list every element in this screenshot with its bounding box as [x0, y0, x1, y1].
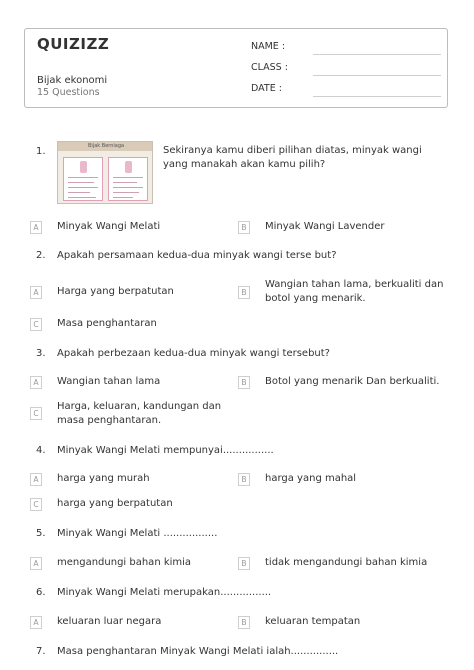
question-text: Apakah perbezaan kedua-dua minyak wangi tersebut? — [57, 348, 330, 359]
image-line — [68, 197, 96, 198]
name-label: NAME : — [251, 41, 286, 52]
date-line — [313, 96, 441, 97]
option-text[interactable]: Botol yang menarik Dan berkualiti. — [265, 376, 440, 387]
image-line — [68, 177, 98, 178]
option-text[interactable]: Wangian tahan lama — [57, 376, 161, 387]
option-text[interactable]: Minyak Wangi Lavender — [265, 221, 385, 232]
question-number: 3. — [36, 348, 46, 359]
image-title-strip — [58, 142, 152, 151]
option-letter-box[interactable]: C — [30, 318, 42, 331]
question-number: 5. — [36, 528, 46, 539]
image-line — [68, 192, 90, 193]
quizizz-logo: QUIZIZZ — [37, 35, 110, 53]
image-line — [68, 182, 94, 183]
image-line — [113, 197, 133, 198]
class-line — [313, 75, 441, 76]
image-line — [113, 177, 143, 178]
option-letter-box[interactable]: B — [238, 376, 250, 389]
option-text[interactable]: keluaran tempatan — [265, 616, 361, 627]
question-number: 2. — [36, 250, 46, 261]
option-letter-box[interactable]: C — [30, 407, 42, 420]
option-letter-box[interactable]: B — [238, 557, 250, 570]
option-letter-box[interactable]: A — [30, 557, 42, 570]
question-text: Apakah persamaan kedua-dua minyak wangi terse but? — [57, 250, 337, 261]
perfume-bottle-icon — [80, 161, 87, 173]
image-line — [113, 187, 143, 188]
question-number: 4. — [36, 445, 46, 456]
option-text[interactable]: mengandungi bahan kimia — [57, 557, 192, 568]
date-label: DATE : — [251, 83, 282, 94]
question-text: Masa penghantaran Minyak Wangi Melati ialah............... — [57, 646, 339, 657]
question-image — [57, 141, 153, 204]
question-number: 7. — [36, 646, 46, 657]
option-text[interactable]: Harga, keluaran, kandungan dan masa penghantaran. — [57, 401, 222, 426]
question-text: Minyak Wangi Melati merupakan................ — [57, 587, 272, 598]
option-text[interactable]: harga yang murah — [57, 473, 150, 484]
option-text[interactable]: tidak mengandungi bahan kimia — [265, 557, 428, 568]
option-text[interactable]: harga yang mahal — [265, 473, 357, 484]
option-text[interactable]: harga yang berpatutan — [57, 498, 173, 509]
name-field[interactable] — [251, 41, 441, 55]
image-panel-left — [63, 157, 103, 201]
option-letter-box[interactable]: A — [30, 221, 42, 234]
option-letter-box[interactable]: A — [30, 616, 42, 629]
image-panel-right — [108, 157, 148, 201]
question-count: 15 Questions — [37, 87, 100, 98]
name-line — [313, 54, 441, 55]
option-letter-box[interactable]: C — [30, 498, 42, 511]
option-text[interactable]: Harga yang berpatutan — [57, 286, 174, 297]
option-text[interactable]: Minyak Wangi Melati — [57, 221, 161, 232]
option-letter-box[interactable]: A — [30, 376, 42, 389]
question-text: Minyak Wangi Melati mempunyai................ — [57, 445, 274, 456]
image-title: Bijak Berniaga — [88, 143, 125, 149]
quiz-title: Bijak ekonomi — [37, 75, 108, 86]
option-text[interactable]: Masa penghantaran — [57, 318, 157, 329]
question-number: 6. — [36, 587, 46, 598]
perfume-bottle-icon — [125, 161, 132, 173]
option-letter-box[interactable]: B — [238, 616, 250, 629]
option-text[interactable]: Wangian tahan lama, berkualiti dan botol yang menarik. — [265, 279, 444, 304]
class-field[interactable] — [251, 62, 441, 76]
option-letter-box[interactable]: B — [238, 221, 250, 234]
image-line — [113, 182, 137, 183]
option-text[interactable]: keluaran luar negara — [57, 616, 162, 627]
option-letter-box[interactable]: A — [30, 286, 42, 299]
option-letter-box[interactable]: B — [238, 473, 250, 486]
worksheet-header — [24, 28, 448, 108]
image-line — [68, 187, 98, 188]
date-field[interactable] — [251, 83, 441, 97]
image-line — [113, 192, 139, 193]
class-label: CLASS : — [251, 62, 288, 73]
question-number: 1. — [36, 146, 46, 157]
question-text: Sekiranya kamu diberi pilihan diatas, minyak wangi yang manakah akan kamu pilih? — [163, 145, 422, 170]
question-text: Minyak Wangi Melati ................. — [57, 528, 218, 539]
option-letter-box[interactable]: A — [30, 473, 42, 486]
option-letter-box[interactable]: B — [238, 286, 250, 299]
